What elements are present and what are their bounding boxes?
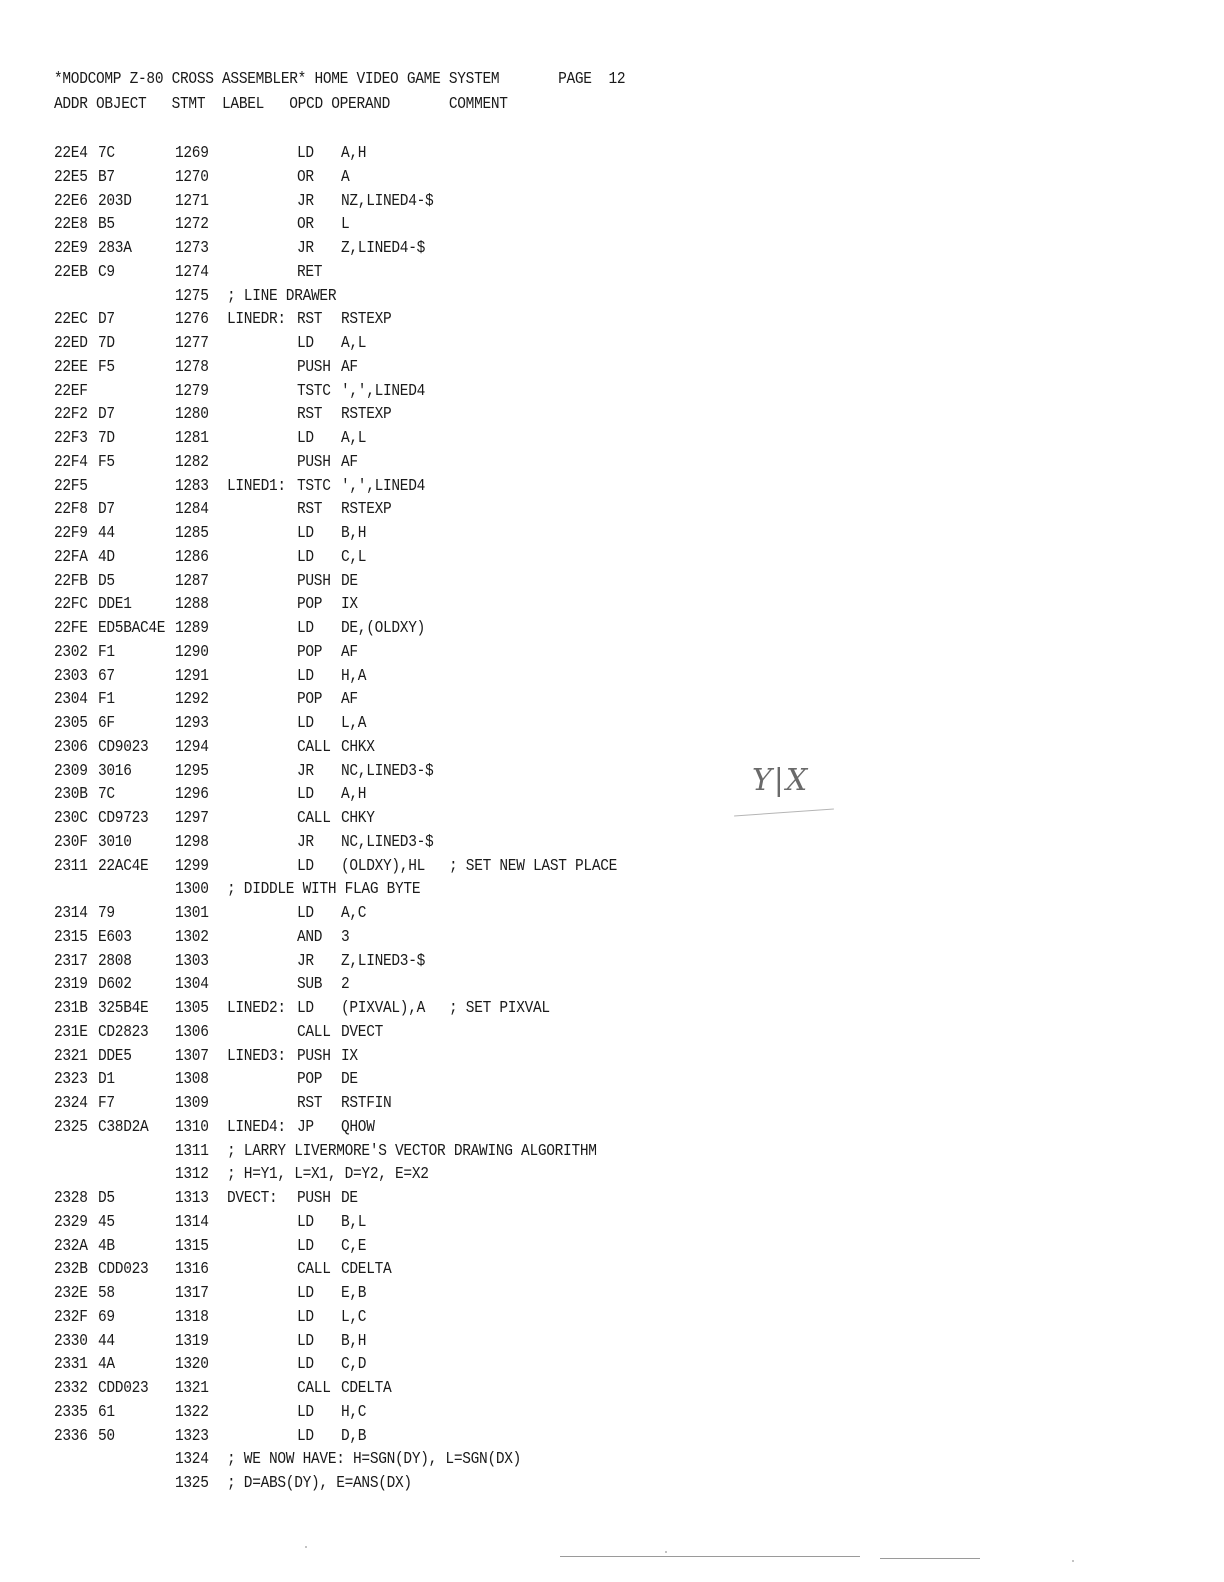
- opcode-cell: POP: [297, 1070, 323, 1089]
- operand-cell: CDELTA: [341, 1260, 392, 1279]
- opcode-cell: CALL: [297, 1023, 331, 1042]
- statement-number-cell: 1279: [175, 381, 209, 401]
- page-title-line: *MODCOMP Z-80 CROSS ASSEMBLER* HOME VIDEO GAME SYSTEM PAGE 12: [54, 70, 626, 89]
- opcode-cell: LD: [297, 714, 314, 733]
- label-cell: LINED3:: [227, 1046, 286, 1066]
- statement-number-cell: 1284: [175, 500, 209, 519]
- object-code-cell: 44: [98, 524, 115, 543]
- object-code-cell: C38D2A: [98, 1118, 149, 1137]
- opcode-cell: LD: [297, 785, 314, 804]
- statement-number-cell: 1310: [175, 1118, 209, 1137]
- opcode-cell: PUSH: [297, 1046, 331, 1066]
- address-cell: 231B: [54, 999, 88, 1018]
- object-code-cell: 4D: [98, 548, 115, 567]
- statement-number-cell: 1297: [175, 809, 209, 828]
- opcode-cell: RST: [297, 500, 323, 519]
- object-code-cell: 7C: [98, 144, 115, 163]
- operand-cell: AF: [341, 643, 358, 662]
- statement-number-cell: 1313: [175, 1189, 209, 1208]
- opcode-cell: PUSH: [297, 571, 331, 591]
- opcode-cell: RST: [297, 1094, 323, 1113]
- address-cell: 22FC: [54, 595, 88, 614]
- object-code-cell: 325B4E: [98, 999, 149, 1018]
- opcode-cell: CALL: [297, 809, 331, 828]
- opcode-cell: CALL: [297, 1260, 331, 1279]
- operand-cell: E,B: [341, 1284, 367, 1303]
- object-code-cell: D5: [98, 1189, 115, 1208]
- opcode-cell: LD: [297, 666, 314, 686]
- comment-cell: ; SET NEW LAST PLACE: [449, 856, 618, 876]
- address-cell: 230C: [54, 809, 88, 828]
- opcode-cell: LD: [297, 1403, 314, 1422]
- statement-number-cell: 1281: [175, 429, 209, 448]
- object-code-cell: 203D: [98, 191, 132, 211]
- address-cell: 2319: [54, 975, 88, 994]
- handwritten-margin-note: Y|X: [752, 763, 810, 798]
- address-cell: 22F4: [54, 453, 88, 472]
- opcode-cell: LD: [297, 904, 314, 923]
- label-cell: DVECT:: [227, 1189, 278, 1208]
- statement-number-cell: 1295: [175, 761, 209, 781]
- address-cell: 2324: [54, 1094, 88, 1113]
- object-code-cell: F7: [98, 1094, 115, 1113]
- address-cell: 2331: [54, 1355, 88, 1374]
- statement-number-cell: 1294: [175, 738, 209, 757]
- opcode-cell: LD: [297, 999, 314, 1018]
- object-code-cell: 2808: [98, 951, 132, 971]
- operand-cell: ',',LINED4: [341, 381, 426, 401]
- opcode-cell: JP: [297, 1118, 314, 1137]
- address-cell: 2314: [54, 904, 88, 923]
- object-code-cell: 4B: [98, 1236, 115, 1256]
- address-cell: 2317: [54, 951, 88, 971]
- object-code-cell: 50: [98, 1426, 115, 1446]
- operand-cell: IX: [341, 595, 358, 614]
- operand-cell: (OLDXY),HL: [341, 856, 426, 876]
- opcode-cell: LD: [297, 524, 314, 543]
- object-code-cell: 283A: [98, 239, 132, 258]
- statement-number-cell: 1308: [175, 1070, 209, 1089]
- opcode-cell: LD: [297, 334, 314, 353]
- operand-cell: C,D: [341, 1355, 367, 1374]
- object-code-cell: 7D: [98, 429, 115, 448]
- statement-number-cell: 1316: [175, 1260, 209, 1279]
- operand-cell: D,B: [341, 1426, 367, 1446]
- statement-number-cell: 1278: [175, 358, 209, 377]
- statement-number-cell: 1276: [175, 310, 209, 329]
- operand-cell: CHKY: [341, 809, 375, 828]
- address-cell: 22EB: [54, 263, 88, 282]
- opcode-cell: JR: [297, 761, 314, 781]
- opcode-cell: LD: [297, 429, 314, 448]
- opcode-cell: PUSH: [297, 358, 331, 377]
- object-code-cell: DDE1: [98, 595, 132, 614]
- statement-number-cell: 1272: [175, 215, 209, 234]
- address-cell: 2328: [54, 1189, 88, 1208]
- statement-number-cell: 1280: [175, 405, 209, 424]
- scan-artifact-line: [880, 1558, 980, 1559]
- operand-cell: (PIXVAL),A: [341, 999, 426, 1018]
- operand-cell: NC,LINED3-$: [341, 833, 434, 852]
- operand-cell: L: [341, 215, 350, 234]
- statement-number-cell: 1306: [175, 1023, 209, 1042]
- address-cell: 22EF: [54, 381, 88, 401]
- object-code-cell: E603: [98, 928, 132, 947]
- statement-number-cell: 1274: [175, 263, 209, 282]
- opcode-cell: POP: [297, 643, 323, 662]
- opcode-cell: AND: [297, 928, 323, 947]
- operand-cell: A,L: [341, 429, 367, 448]
- scan-artifact-line: [560, 1556, 860, 1557]
- address-cell: 22F9: [54, 524, 88, 543]
- object-code-cell: 69: [98, 1308, 115, 1327]
- opcode-cell: LD: [297, 1284, 314, 1303]
- address-cell: 2315: [54, 928, 88, 947]
- opcode-cell: JR: [297, 833, 314, 852]
- opcode-cell: JR: [297, 191, 314, 211]
- object-code-cell: 67: [98, 666, 115, 686]
- opcode-cell: LD: [297, 144, 314, 163]
- operand-cell: A,C: [341, 904, 367, 923]
- opcode-cell: LD: [297, 1355, 314, 1374]
- statement-number-cell: 1296: [175, 785, 209, 804]
- address-cell: 22E8: [54, 215, 88, 234]
- opcode-cell: LD: [297, 1213, 314, 1232]
- opcode-cell: JR: [297, 951, 314, 971]
- scan-speck: [665, 1551, 667, 1553]
- object-code-cell: CD9723: [98, 809, 149, 828]
- object-code-cell: 22AC4E: [98, 856, 149, 876]
- operand-cell: ',',LINED4: [341, 476, 426, 496]
- statement-number-cell: 1317: [175, 1284, 209, 1303]
- opcode-cell: SUB: [297, 975, 323, 994]
- opcode-cell: RST: [297, 310, 323, 329]
- opcode-cell: POP: [297, 595, 323, 614]
- address-cell: 2304: [54, 690, 88, 709]
- statement-number-cell: 1315: [175, 1236, 209, 1256]
- opcode-cell: CALL: [297, 738, 331, 757]
- statement-number-cell: 1277: [175, 334, 209, 353]
- statement-number-cell: 1282: [175, 453, 209, 472]
- address-cell: 2306: [54, 738, 88, 757]
- object-code-cell: 7D: [98, 334, 115, 353]
- operand-cell: NC,LINED3-$: [341, 761, 434, 781]
- operand-cell: DE: [341, 1070, 358, 1089]
- statement-number-cell: 1299: [175, 856, 209, 876]
- operand-cell: H,A: [341, 666, 367, 686]
- address-cell: 2330: [54, 1331, 88, 1351]
- opcode-cell: LD: [297, 1308, 314, 1327]
- statement-number-cell: 1309: [175, 1094, 209, 1113]
- statement-number-cell: 1324: [175, 1450, 209, 1469]
- object-code-cell: 4A: [98, 1355, 115, 1374]
- address-cell: 232F: [54, 1308, 88, 1327]
- address-cell: 22E4: [54, 144, 88, 163]
- object-code-cell: 3016: [98, 761, 132, 781]
- address-cell: 2303: [54, 666, 88, 686]
- statement-number-cell: 1314: [175, 1213, 209, 1232]
- operand-cell: Z,LINED3-$: [341, 951, 426, 971]
- statement-number-cell: 1269: [175, 144, 209, 163]
- object-code-cell: B5: [98, 215, 115, 234]
- operand-cell: RSTFIN: [341, 1094, 392, 1113]
- statement-number-cell: 1325: [175, 1474, 209, 1493]
- operand-cell: DVECT: [341, 1023, 384, 1042]
- object-code-cell: CD2823: [98, 1023, 149, 1042]
- address-cell: 22FB: [54, 571, 88, 591]
- statement-number-cell: 1289: [175, 619, 209, 638]
- statement-number-cell: 1300: [175, 880, 209, 899]
- statement-number-cell: 1302: [175, 928, 209, 947]
- operand-cell: RSTEXP: [341, 310, 392, 329]
- address-cell: 232B: [54, 1260, 88, 1279]
- statement-number-cell: 1307: [175, 1046, 209, 1066]
- comment-cell: ; SET PIXVAL: [449, 999, 550, 1018]
- statement-number-cell: 1322: [175, 1403, 209, 1422]
- address-cell: 22E6: [54, 191, 88, 211]
- comment-line-cell: ; LINE DRAWER: [227, 286, 337, 306]
- address-cell: 230B: [54, 785, 88, 804]
- address-cell: 2329: [54, 1213, 88, 1232]
- statement-number-cell: 1304: [175, 975, 209, 994]
- statement-number-cell: 1271: [175, 191, 209, 211]
- object-code-cell: CDD023: [98, 1379, 149, 1398]
- address-cell: 2325: [54, 1118, 88, 1137]
- address-cell: 2311: [54, 856, 88, 876]
- comment-line-cell: ; H=Y1, L=X1, D=Y2, E=X2: [227, 1165, 429, 1184]
- statement-number-cell: 1298: [175, 833, 209, 852]
- operand-cell: B,H: [341, 1331, 367, 1351]
- opcode-cell: LD: [297, 619, 314, 638]
- statement-number-cell: 1292: [175, 690, 209, 709]
- address-cell: 2336: [54, 1426, 88, 1446]
- object-code-cell: D1: [98, 1070, 115, 1089]
- opcode-cell: TSTC: [297, 476, 331, 496]
- object-code-cell: F1: [98, 643, 115, 662]
- address-cell: 22FE: [54, 619, 88, 638]
- opcode-cell: OR: [297, 215, 314, 234]
- address-cell: 22E9: [54, 239, 88, 258]
- address-cell: 22EE: [54, 358, 88, 377]
- label-cell: LINED1:: [227, 476, 286, 496]
- operand-cell: CHKX: [341, 738, 375, 757]
- operand-cell: 2: [341, 975, 350, 994]
- scan-speck: [1072, 1560, 1074, 1562]
- address-cell: 230F: [54, 833, 88, 852]
- statement-number-cell: 1288: [175, 595, 209, 614]
- statement-number-cell: 1312: [175, 1165, 209, 1184]
- address-cell: 2321: [54, 1046, 88, 1066]
- object-code-cell: ED5BAC4E: [98, 619, 166, 638]
- address-cell: 2332: [54, 1379, 88, 1398]
- opcode-cell: LD: [297, 1236, 314, 1256]
- address-cell: 22F8: [54, 500, 88, 519]
- object-code-cell: 44: [98, 1331, 115, 1351]
- column-headers-line: ADDR OBJECT STMT LABEL OPCD OPERAND COMMENT: [54, 95, 508, 114]
- statement-number-cell: 1323: [175, 1426, 209, 1446]
- margin-note-underline: [734, 809, 834, 817]
- object-code-cell: 6F: [98, 714, 115, 733]
- address-cell: 232E: [54, 1284, 88, 1303]
- object-code-cell: CDD023: [98, 1260, 149, 1279]
- object-code-cell: C9: [98, 263, 115, 282]
- statement-number-cell: 1287: [175, 571, 209, 591]
- operand-cell: RSTEXP: [341, 405, 392, 424]
- object-code-cell: F5: [98, 453, 115, 472]
- statement-number-cell: 1319: [175, 1331, 209, 1351]
- object-code-cell: 7C: [98, 785, 115, 804]
- opcode-cell: POP: [297, 690, 323, 709]
- operand-cell: C,E: [341, 1236, 367, 1256]
- object-code-cell: D602: [98, 975, 132, 994]
- opcode-cell: LD: [297, 1426, 314, 1446]
- statement-number-cell: 1285: [175, 524, 209, 543]
- comment-line-cell: ; DIDDLE WITH FLAG BYTE: [227, 880, 421, 899]
- operand-cell: IX: [341, 1046, 358, 1066]
- address-cell: 22ED: [54, 334, 88, 353]
- statement-number-cell: 1273: [175, 239, 209, 258]
- opcode-cell: LD: [297, 856, 314, 876]
- operand-cell: B,H: [341, 524, 367, 543]
- operand-cell: L,A: [341, 714, 367, 733]
- address-cell: 2309: [54, 761, 88, 781]
- statement-number-cell: 1275: [175, 286, 209, 306]
- address-cell: 22EC: [54, 310, 88, 329]
- object-code-cell: CD9023: [98, 738, 149, 757]
- statement-number-cell: 1283: [175, 476, 209, 496]
- operand-cell: DE,(OLDXY): [341, 619, 426, 638]
- opcode-cell: TSTC: [297, 381, 331, 401]
- operand-cell: CDELTA: [341, 1379, 392, 1398]
- operand-cell: C,L: [341, 548, 367, 567]
- object-code-cell: 58: [98, 1284, 115, 1303]
- object-code-cell: 45: [98, 1213, 115, 1232]
- object-code-cell: 79: [98, 904, 115, 923]
- operand-cell: QHOW: [341, 1118, 375, 1137]
- operand-cell: L,C: [341, 1308, 367, 1327]
- object-code-cell: D7: [98, 405, 115, 424]
- operand-cell: NZ,LINED4-$: [341, 191, 434, 211]
- address-cell: 2323: [54, 1070, 88, 1089]
- statement-number-cell: 1291: [175, 666, 209, 686]
- address-cell: 2302: [54, 643, 88, 662]
- address-cell: 22F2: [54, 405, 88, 424]
- address-cell: 22F3: [54, 429, 88, 448]
- statement-number-cell: 1290: [175, 643, 209, 662]
- comment-line-cell: ; D=ABS(DY), E=ANS(DX): [227, 1474, 412, 1493]
- operand-cell: 3: [341, 928, 350, 947]
- object-code-cell: D7: [98, 310, 115, 329]
- opcode-cell: LD: [297, 548, 314, 567]
- opcode-cell: OR: [297, 168, 314, 187]
- statement-number-cell: 1301: [175, 904, 209, 923]
- opcode-cell: RET: [297, 263, 323, 282]
- operand-cell: A,H: [341, 144, 367, 163]
- opcode-cell: PUSH: [297, 453, 331, 472]
- object-code-cell: B7: [98, 168, 115, 187]
- address-cell: 22FA: [54, 548, 88, 567]
- operand-cell: H,C: [341, 1403, 367, 1422]
- statement-number-cell: 1320: [175, 1355, 209, 1374]
- statement-number-cell: 1303: [175, 951, 209, 971]
- opcode-cell: LD: [297, 1331, 314, 1351]
- address-cell: 2305: [54, 714, 88, 733]
- label-cell: LINED2:: [227, 999, 286, 1018]
- operand-cell: A,H: [341, 785, 367, 804]
- statement-number-cell: 1270: [175, 168, 209, 187]
- operand-cell: A,L: [341, 334, 367, 353]
- operand-cell: AF: [341, 453, 358, 472]
- opcode-cell: PUSH: [297, 1189, 331, 1208]
- address-cell: 2335: [54, 1403, 88, 1422]
- label-cell: LINED4:: [227, 1118, 286, 1137]
- statement-number-cell: 1318: [175, 1308, 209, 1327]
- object-code-cell: D7: [98, 500, 115, 519]
- opcode-cell: JR: [297, 239, 314, 258]
- operand-cell: RSTEXP: [341, 500, 392, 519]
- operand-cell: A: [341, 168, 350, 187]
- comment-line-cell: ; WE NOW HAVE: H=SGN(DY), L=SGN(DX): [227, 1450, 522, 1469]
- scan-speck: [305, 1546, 307, 1548]
- operand-cell: DE: [341, 1189, 358, 1208]
- opcode-cell: RST: [297, 405, 323, 424]
- address-cell: 22F5: [54, 476, 88, 496]
- statement-number-cell: 1293: [175, 714, 209, 733]
- operand-cell: AF: [341, 690, 358, 709]
- opcode-cell: CALL: [297, 1379, 331, 1398]
- object-code-cell: D5: [98, 571, 115, 591]
- address-cell: 22E5: [54, 168, 88, 187]
- object-code-cell: DDE5: [98, 1046, 132, 1066]
- object-code-cell: 3010: [98, 833, 132, 852]
- operand-cell: Z,LINED4-$: [341, 239, 426, 258]
- label-cell: LINEDR:: [227, 310, 286, 329]
- operand-cell: B,L: [341, 1213, 367, 1232]
- object-code-cell: F5: [98, 358, 115, 377]
- statement-number-cell: 1305: [175, 999, 209, 1018]
- comment-line-cell: ; LARRY LIVERMORE'S VECTOR DRAWING ALGORITHM: [227, 1141, 597, 1161]
- address-cell: 232A: [54, 1236, 88, 1256]
- statement-number-cell: 1286: [175, 548, 209, 567]
- object-code-cell: 61: [98, 1403, 115, 1422]
- address-cell: 231E: [54, 1023, 88, 1042]
- operand-cell: AF: [341, 358, 358, 377]
- operand-cell: DE: [341, 571, 358, 591]
- statement-number-cell: 1311: [175, 1141, 209, 1161]
- statement-number-cell: 1321: [175, 1379, 209, 1398]
- object-code-cell: F1: [98, 690, 115, 709]
